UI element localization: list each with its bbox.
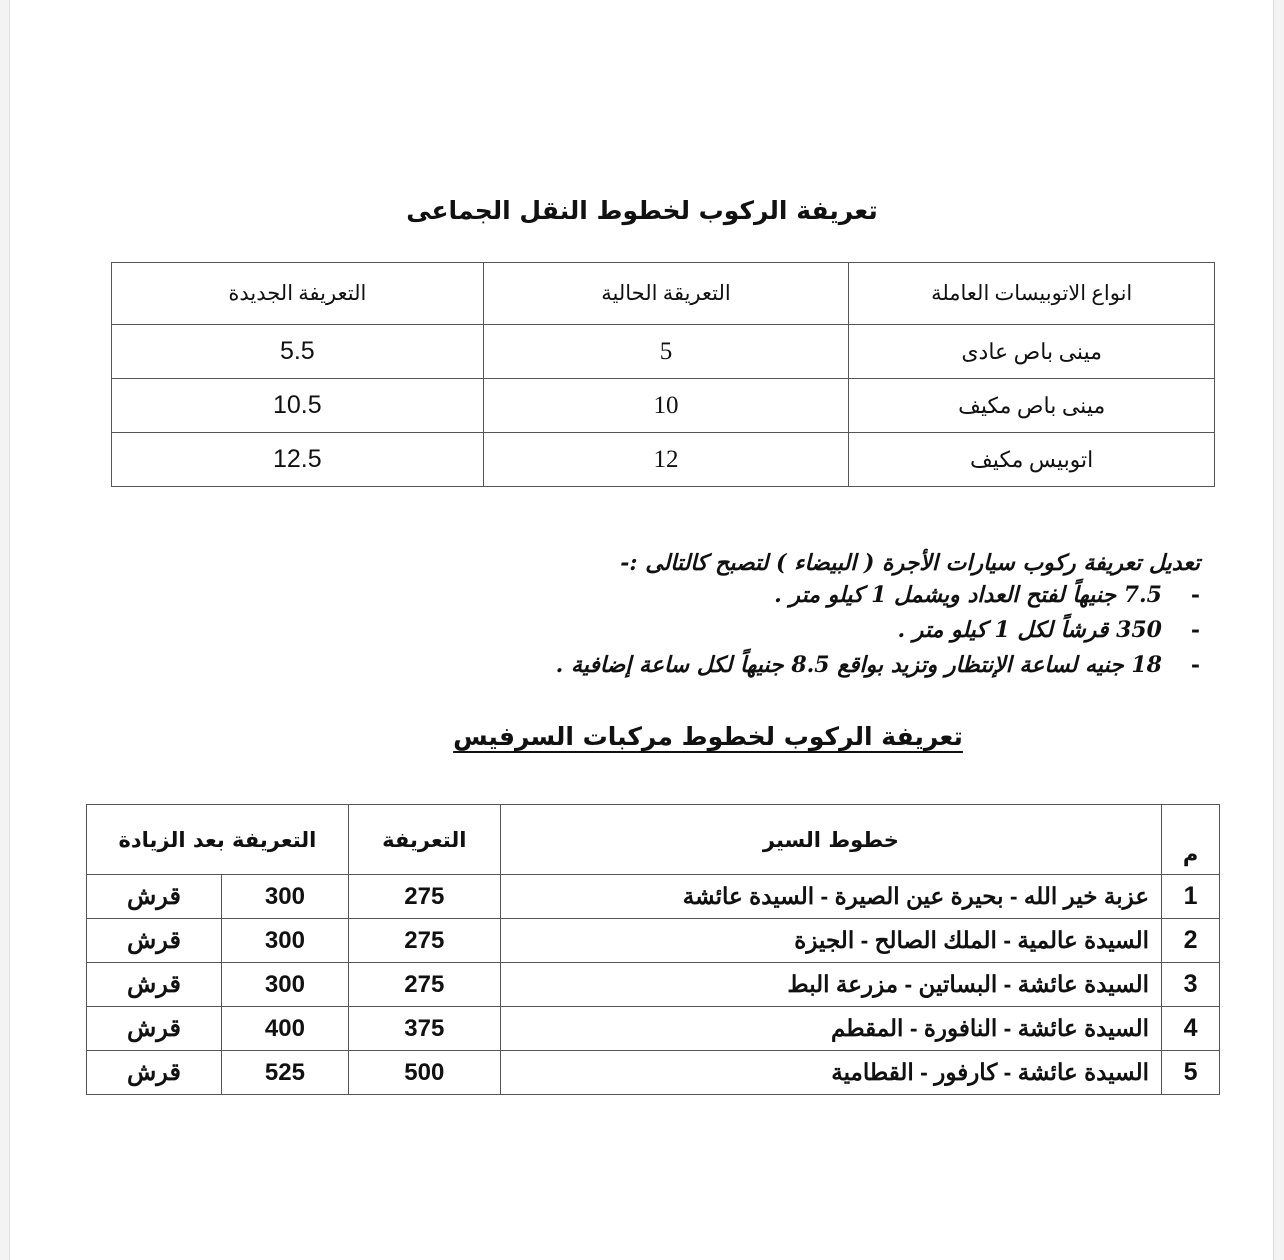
fare-cell: 275 <box>348 875 500 919</box>
table-row <box>87 875 1220 919</box>
route-cell: السيدة عائشة - النافورة - المقطم <box>500 1007 1161 1051</box>
list-item <box>440 578 1200 613</box>
unit-cell: قرش <box>87 1007 222 1051</box>
table-header-row <box>87 805 1220 875</box>
row-index: 1 <box>1162 875 1220 919</box>
fare-cell: 275 <box>348 919 500 963</box>
unit-cell: قرش <box>87 875 222 919</box>
route-cell: عزبة خير الله - بحيرة عين الصيرة - السيدة عائشة <box>500 875 1161 919</box>
table-header-row <box>112 263 1215 325</box>
list-item <box>440 613 1200 648</box>
taxi-fare-heading: تعديل تعريفة ركوب سيارات الأجرة ( البيضاء ) لتصبح كالتالى :- <box>620 550 1200 576</box>
header-current-fare: التعريقة الحالية <box>483 263 849 325</box>
list-item-text: 350 قرشاً لكل 1 كيلو متر . <box>897 617 1162 643</box>
current-fare-cell: 10 <box>483 379 849 433</box>
bus-fare-table <box>111 262 1215 487</box>
taxi-fare-list <box>440 578 1200 683</box>
bus-type-cell: اتوبيس مكيف <box>849 433 1215 487</box>
fare-after-cell: 300 <box>221 919 348 963</box>
route-cell: السيدة عائشة - كارفور - القطامية <box>500 1051 1161 1095</box>
bullet-dash: - <box>1190 582 1200 608</box>
fare-cell: 375 <box>348 1007 500 1051</box>
table-row <box>112 433 1215 487</box>
service-fare-title-wrap <box>0 722 1284 751</box>
table-row <box>87 919 1220 963</box>
header-route: خطوط السير <box>500 805 1161 875</box>
table-row <box>112 379 1215 433</box>
current-fare-cell: 12 <box>483 433 849 487</box>
header-bus-type: انواع الاتوبيسات العاملة <box>849 263 1215 325</box>
service-fare-title: تعريفة الركوب لخطوط مركبات السرفيس <box>453 722 963 751</box>
fare-after-cell: 525 <box>221 1051 348 1095</box>
fare-after-cell: 300 <box>221 963 348 1007</box>
header-fare: التعريفة <box>348 805 500 875</box>
current-fare-cell: 5 <box>483 325 849 379</box>
table-row <box>87 963 1220 1007</box>
header-fare-after: التعريفة بعد الزيادة <box>87 805 349 875</box>
unit-cell: قرش <box>87 1051 222 1095</box>
bullet-dash: - <box>1190 652 1200 678</box>
route-cell: السيدة عالمية - الملك الصالح - الجيزة <box>500 919 1161 963</box>
bus-type-cell: مينى باص عادى <box>849 325 1215 379</box>
row-index: 3 <box>1162 963 1220 1007</box>
row-index: 4 <box>1162 1007 1220 1051</box>
unit-cell: قرش <box>87 963 222 1007</box>
fare-cell: 275 <box>348 963 500 1007</box>
bullet-dash: - <box>1190 617 1200 643</box>
bus-fare-title: تعريفة الركوب لخطوط النقل الجماعى <box>406 196 878 225</box>
list-item-text: 7.5 جنيهاً لفتح العداد ويشمل 1 كيلو متر . <box>774 582 1162 608</box>
route-cell: السيدة عائشة - البساتين - مزرعة البط <box>500 963 1161 1007</box>
header-new-fare: التعريفة الجديدة <box>112 263 484 325</box>
bus-type-cell: مينى باص مكيف <box>849 379 1215 433</box>
table-row <box>87 1051 1220 1095</box>
unit-cell: قرش <box>87 919 222 963</box>
table-row <box>87 1007 1220 1051</box>
row-index: 2 <box>1162 919 1220 963</box>
row-index: 5 <box>1162 1051 1220 1095</box>
taxi-fare-section <box>440 548 1200 683</box>
new-fare-cell: 5.5 <box>112 325 484 379</box>
new-fare-cell: 10.5 <box>112 379 484 433</box>
new-fare-cell: 12.5 <box>112 433 484 487</box>
fare-cell: 500 <box>348 1051 500 1095</box>
list-item <box>440 648 1200 683</box>
service-fare-table <box>86 804 1220 1095</box>
fare-after-cell: 400 <box>221 1007 348 1051</box>
header-index: م <box>1162 805 1220 875</box>
list-item-text: 18 جنيه لساعة الإنتظار وتزيد بواقع 8.5 جنيهاً لكل ساعة إضافية . <box>555 652 1162 678</box>
table-row <box>112 325 1215 379</box>
fare-after-cell: 300 <box>221 875 348 919</box>
